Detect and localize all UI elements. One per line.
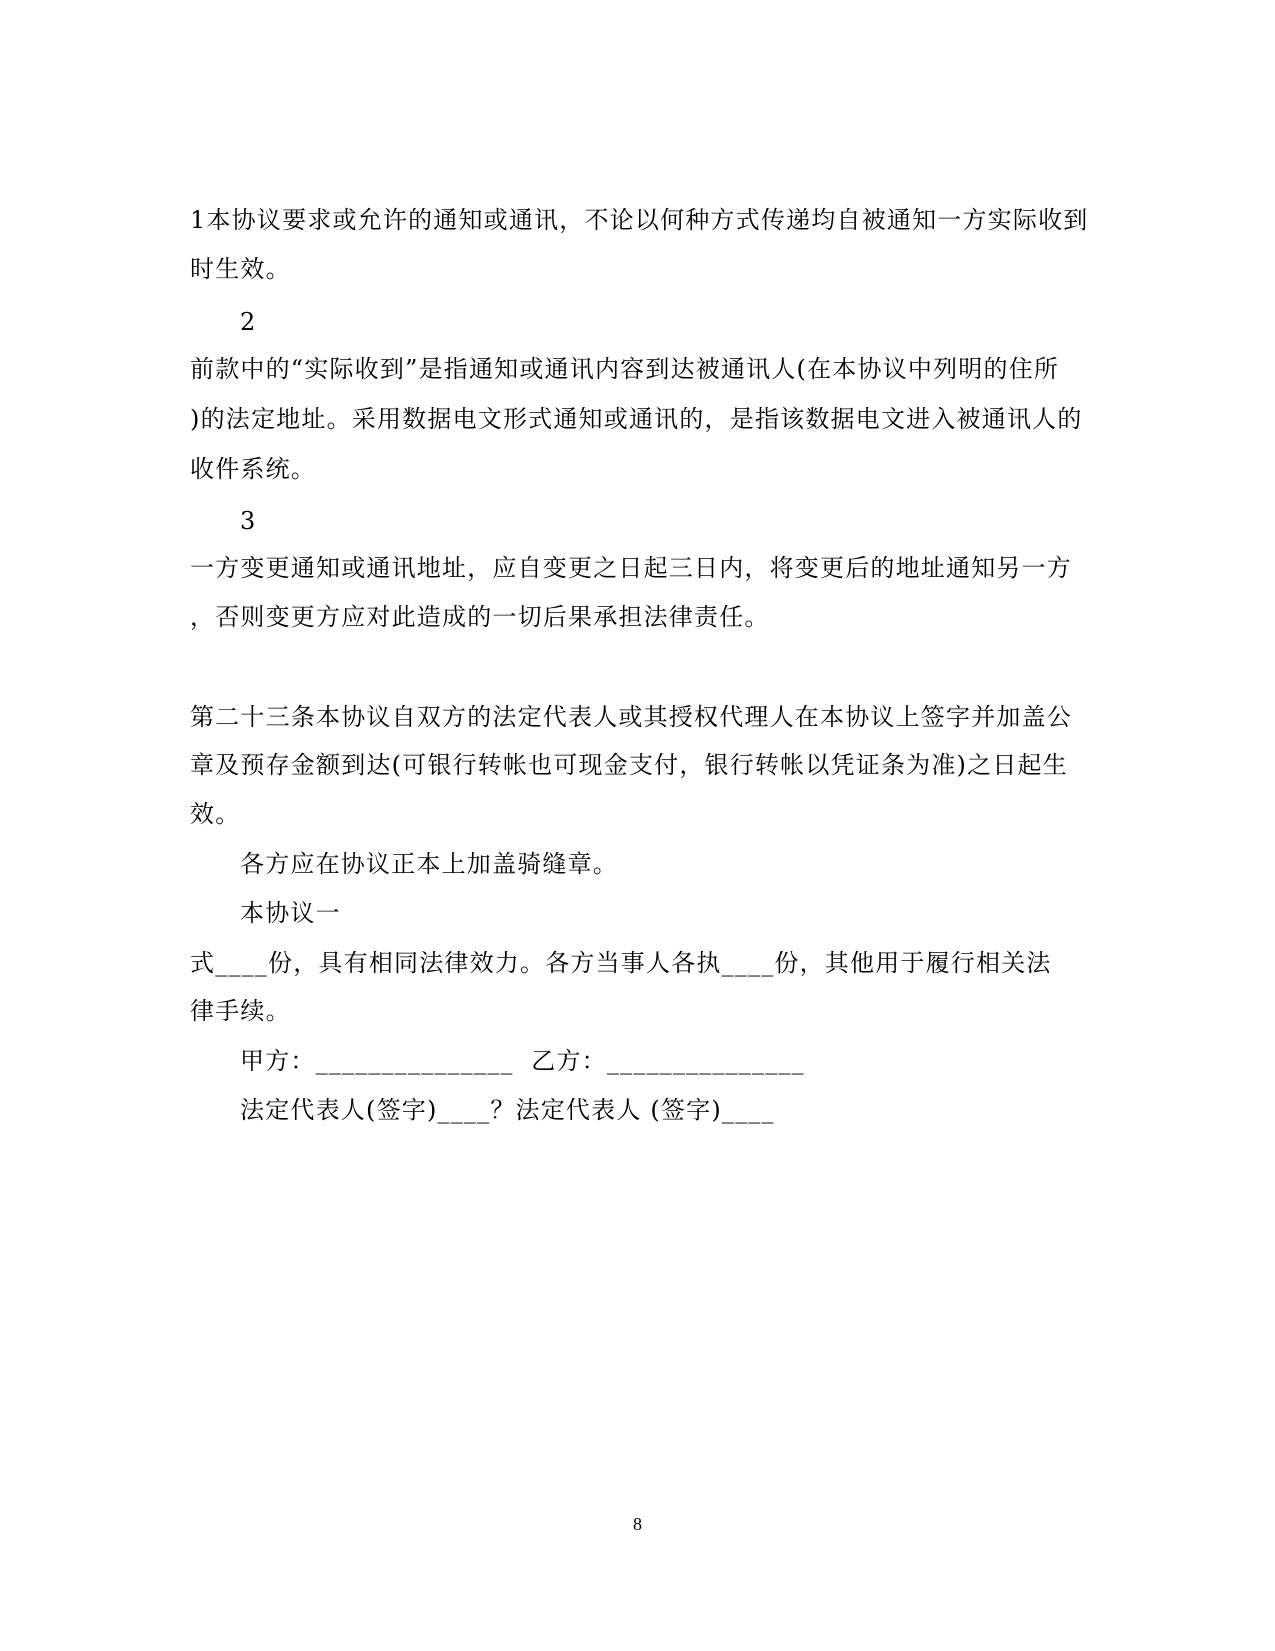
parties-signature-line: 甲方：_______________ 乙方：_______________ (240, 1047, 805, 1075)
article-23-line-3: 效。 (190, 800, 241, 828)
clause-2-line-3: 收件系统。 (190, 455, 316, 483)
legal-representative-signature-line: 法定代表人(签字)____？法定代表人 (签字)____ (240, 1096, 775, 1124)
clause-3-line-2: ，否则变更方应对此造成的一切后果承担法律责任。 (190, 603, 770, 631)
clause-3-line-1: 一方变更通知或通讯地址，应自变更之日起三日内，将变更后的地址通知另一方 (190, 554, 1072, 582)
copies-line-3: 律手续。 (190, 997, 291, 1025)
seal-note: 各方应在协议正本上加盖骑缝章。 (240, 850, 618, 878)
clause-2-line-1: 前款中的“实际收到”是指通知或通讯内容到达被通讯人(在本协议中列明的住所 (190, 355, 1060, 383)
copies-line-2: 式____份，具有相同法律效力。各方当事人各执____份，其他用于履行相关法 (190, 949, 1052, 977)
article-23-line-2: 章及预存金额到达(可银行转帐也可现金支付，银行转帐以凭证条为准)之日起生 (190, 751, 1068, 779)
clause-1-line-2: 时生效。 (190, 255, 291, 283)
clause-1-line-1: 1本协议要求或允许的通知或通讯，不论以何种方式传递均自被通知一方实际收到 (190, 206, 1089, 234)
page-number: 8 (633, 1514, 642, 1534)
article-23-line-1: 第二十三条本协议自双方的法定代表人或其授权代理人在本协议上签字并加盖公 (190, 703, 1072, 731)
copies-line-1: 本协议一 (240, 899, 341, 927)
clause-2-line-2: )的法定地址。采用数据电文形式通知或通讯的，是指该数据电文进入被通讯人的 (190, 405, 1083, 433)
clause-3-number: 3 (240, 507, 257, 535)
clause-2-number: 2 (240, 308, 257, 336)
